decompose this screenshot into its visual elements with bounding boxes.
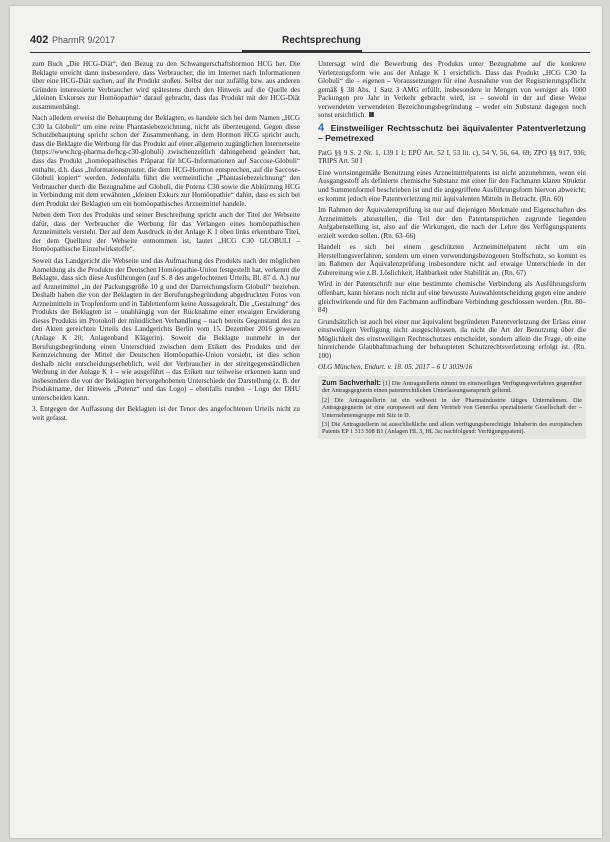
sachverhalt-text: [1] Die Antragstellerin nimmt im einstweiligen Verfügungsverfahren gegenüber der Antragsgegnerin einen patentrechtlichen Unterlassungsanspruch geltend. [322, 379, 582, 395]
end-of-article-square [369, 112, 374, 117]
sachverhalt-para: [3] Die Antragstellerin ist ausschließliche und allein verfügungsberechtigte Inhaberin des europäischen Patents EP 1 313 508 B1 (Anlagen HL 3, HL 3a; nachfolgend: Verfügungspatent). [322, 420, 582, 436]
paragraph: zum Buch „Die HCG-Diät“, den Bezug zu den Schwangerschaftshormon HCG her. Die Beklagte erreicht dann insbesondere, dass Verbraucher, die im Internet nach Informationen über eine HCG-Diät suchen, auf ihr Produkt stoßen. Selbst der nur zufällig bzw. aus anderen Gründen interessierte Verbraucher wird spätestens durch den Hinweis auf die Quelle des „kleinen Exkurses zur Homöopathie“ darauf gebracht, dass das Produkt mit der HCG-Diät zusammenhängt. [32, 60, 300, 111]
left-column [32, 60, 300, 425]
section-title: Rechtsprechung [282, 35, 361, 46]
leitsatz: Im Rahmen der Äquivalenzprüfung ist nur auf diejenigen Merkmale und Eigenschaften des Arzneimittels abzustellen, die Teil der den Patentansprüchen zugrunde liegenden Aufgabenstellung ist, also auf die Wirkungen, die nach der Lehre des Verfügungspatents erzielt werden sollen. (Rn. 63–66) [318, 206, 586, 240]
paragraph: 3. Entgegen der Auffassung der Beklagten ist der Tenor des angefochtenen Urteils nicht zu weit gefasst. [32, 405, 300, 422]
sachverhalt-para: [2] Die Antragstellerin ist ein weltweit in der Pharmaindustrie tätiges Unternehmen. Die Antragsgegnerin ist eine europaweit auf dem Vertrieb von Generika spezialisierte Gesellschaft der – Unternehmensgruppe mit Sitz in D. [322, 396, 582, 419]
sachverhalt-heading: Zum Sachverhalt: [322, 379, 382, 387]
paragraph [318, 60, 586, 120]
header-rule [30, 52, 590, 53]
case-title: Einstweiliger Rechtsschutz bei äquivalenter Patentverletzung – Pemetrexed [318, 122, 587, 143]
right-column [318, 60, 586, 439]
paragraph: Neben dem Text des Produkts und seiner Beschreibung spricht auch der Titel der Webseite dafür, dass der Verbraucher die Werbung für das Verlangen eines homöopathischen Arzneimittels versteht. Der auf dem Ausdruck in der Anlage K 1 oben links erkennbare Titel, der dem Quelltext der Webseite entnommen ist, lautet „HCG C30 GLOBULI – Homöopathische Einzelwirkstoffe“. [32, 211, 300, 254]
sachverhalt-para [322, 380, 582, 395]
paragraph: Nach alledem erweist die Behauptung der Beklagten, es handele sich bei dem Namen „HCG C30 Ia Globuli“ um eine reine Phantasiebezeichnung, nicht als überzeugend. Gegen diese Schutzbehauptung spricht schon der Zusammenhang, in dem Hormon HCG spricht auch, dass die Beklagte die Werbung für das Produkt auf einer allgemein zugänglichen Internetseite (https://www.hcg-pharma.de/hcg-c30-globuli) zwischenzeitlich dahingehend geändert hat, dass das Produkt „homöopathisches Präparat für hCG-Informationen auf Saccose-Globuli“ enthalte, d.h. dass „Informationsmuster, die dem HCG-Hormon entsprechen, auf die Saccose-Globuli kopiert“ werden. Jedenfalls führt die vermeintliche „Phantasiebezeichnung“ den Verbraucher durch die Bezugnahme auf Globuli, die Potenz C30 sowie die Abkürzung HCG in Verbindung mit dem erwähnten „kleinen Exkurs zur Homöopathie“ dahin, dass es sich bei dem Produkt der Beklagten um ein homöopathisches Arzneimittel handele. [32, 114, 300, 208]
case-heading [318, 123, 586, 143]
intro-text: Untersagt wird die Bewerbung des Produkts unter Bezugnahme auf die konkrete Verletzungsform wie aus der Anlage K 1 ersichtlich. Dass das Produkt „HCG C30 Ia Globuli“ die – eigenen – Voraussetzungen für eine Ausnahme von der Registrierungspflicht gemäß § 38 Abs. 1 Satz 3 AMG erfüllt, insbesondere in Mengen von weniger als 1000 Packungen pro Jahr in Verkehr gebracht wird, ist – sowohl in der auf diese Weise verwendeten verwendeten Bezeichnungsbegründung – weder ein Substanz dagegen noch sonst ersichtlich. [318, 60, 586, 120]
sachverhalt-box [318, 376, 586, 439]
paragraph: Soweit das Landgericht die Webseite und das Aufmachung des Produkts nach der möglichen Anmeldung als die Produkte der Deutschen Homöopathie-Union festgestellt hat, verkennt die Beklagte, dass sich diese Ausführungen (auf S. 8 des angefochtenen Urteils, Bl. 87 d. A.) nur auf Arzneimittel „in der Packungsgröße 10 g und der Darreichungsform Globuli“ beziehen. Deshalb haben die von der Beklagten in der Berufungsbegründung abgedruckten Fotos von Arzneimitteln in Tropfenform und in Tablettenform keine Aussagekraft. Die „Gestaltung“ des Produkts der Beklagten ist – unabhängig von der Rücknahme einer etwaigen Erwiderung dieses Produkts im Protokoll der mündlichen Verhandlung – nach bereits Gegenstand des zu den Akten gereichten Urteils des Landgerichts Berlin vom 15. Dezember 2016 gewesen (Anlage K 20; Anlagenband Klägerin). Soweit die Beklagte nunmehr in der Berufungsbegründung einen Unterschied zwischen dem Etikett des Produkts und der Kennzeichnung der Mittel der Deutschen Homöopathie-Union vorsieht, ist dies schon deshalb nicht entscheidungserheblich, weil der Verbraucher in der streitgegenständlichen Werbung in der Anlage K 1 – wie ausgeführt – das Etikett nur teilweise erkennen kann und insbesondere die von der Beklagten hervorgehobenen Unterschiede der Darstellung (z. B. der Produktname, der Hinweis „Potenz“ und das Logo) – ebenfalls runden – Logo der DHU unterscheiden kann. [32, 257, 300, 402]
section-underline [242, 50, 362, 52]
page-number: 402 [30, 34, 49, 46]
leitsatz: Wird in der Patentschrift nur eine bestimmte chemische Verbindung als Ausführungsform offenbart, kann hieraus noch nicht auf eine bewusste Auswahlentscheidung gegen eine andere gleichwirkende und für den Fachmann auffindbare Verbindung geschlossen werden. (Rn. 80–84) [318, 280, 586, 315]
court-citation: OLG München, Endurt. v. 18. 05. 2017 – 6 U 3039/16 [318, 363, 473, 372]
leitsatz: Handelt es sich bei einem geschützten Arzneimittelpatent nicht um ein Herstellungsverfahren, sondern um einen verwendungsbezogenen Stoffschutz, so kommt es im Rahmen der Äquivalenzprüfung insbesondere nicht auf etwaige Unterschiede in der Zubereitung wie z.B. Löslichkeit, Haltbarkeit oder Stabilität an. (Rn. 67) [318, 243, 586, 277]
leitsatz: Grundsätzlich ist auch bei einer nur äquivalent begründeten Patentverletzung der Erlass einer einstweiligen Verfügung nicht ausgeschlossen, da nicht die Art der Benutzung über die Möglichkeit des einstweiligen Rechtsschutzes entscheidet, sondern allein die Frage, ob eine hinreichende Glaubhaftmachung der behaupteten Schutzrechtsverletzung erfolgt ist. (Rn. 100) [318, 317, 586, 360]
leitsatz: Eine wortsinngemäße Benutzung eines Arzneimittelpatents ist nicht anzunehmen, wenn ein Ausgangsstoff als definierte chemische Substanz mit einer für den Fachmann klaren Struktur und Summenformel beschrieben ist und die angegriffene Ausführungsform hiervon abweicht; es kommt jedoch eine Patentverletzung mit äquivalenten Mitteln in Betracht. (Rn. 60) [318, 168, 586, 203]
case-number: 4 [318, 121, 325, 134]
journal-reference: PharmR 9/2017 [52, 35, 116, 45]
norms-reference: PatG §§ 9 S. 2 Nr. 1, 139 I 1; EPÜ Art. 52 I, 53 lit. c), 54 V, 56, 64, 69; ZPO §§ 917, 936; TRIPS Art. 50 I [318, 148, 586, 166]
document-page [10, 6, 602, 838]
